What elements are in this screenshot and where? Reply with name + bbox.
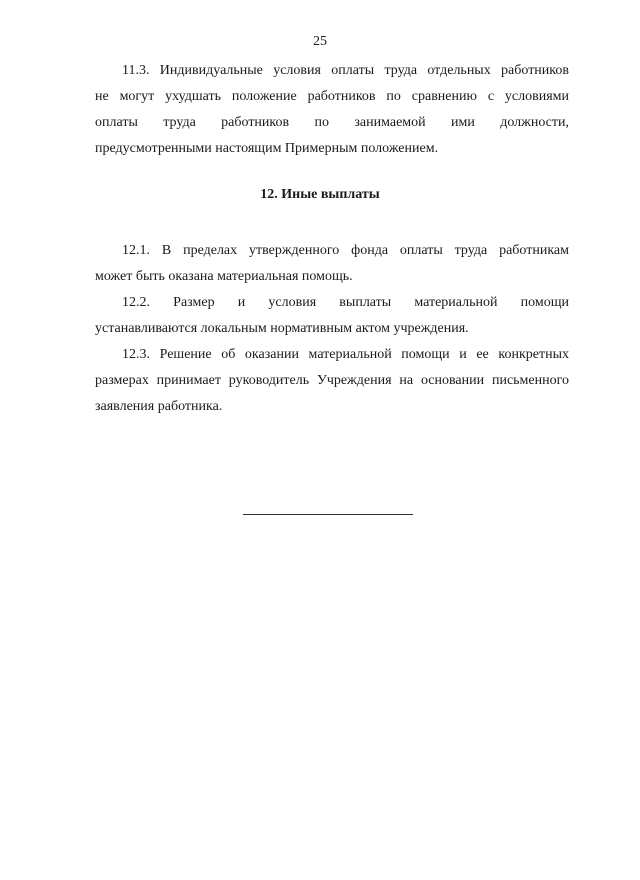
paragraph-line: предусмотренными настоящим Примерным положением.: [95, 141, 439, 156]
paragraph-12-1: [95, 238, 569, 290]
paragraph-line: 11.3. Индивидуальные условия оплаты труда отдельных работников: [122, 63, 569, 78]
paragraph-line: заявления работника.: [95, 399, 223, 414]
paragraph-text: [95, 58, 569, 162]
paragraph-line: не могут ухудшать положение работников по сравнению с условиями: [95, 89, 569, 104]
paragraph-text: [95, 238, 569, 290]
paragraph-line: 12.1. В пределах утвержденного фонда оплаты труда работникам: [122, 243, 569, 258]
paragraph-12-2: [95, 290, 569, 342]
paragraph-text: [95, 290, 569, 342]
paragraph-line: устанавливаются локальным нормативным актом учреждения.: [95, 321, 469, 336]
paragraph-line: 12.2. Размер и условия выплаты материальной помощи: [122, 295, 569, 310]
paragraph-text: [95, 342, 569, 420]
paragraph-12-3: [95, 342, 569, 420]
end-of-document-rule: [243, 514, 413, 515]
paragraph-line: размерах принимает руководитель Учреждения на основании письменного: [95, 373, 569, 388]
paragraph-line: 12.3. Решение об оказании материальной помощи и ее конкретных: [122, 347, 569, 362]
paragraph-11-3: [95, 58, 569, 162]
page-number: 25: [313, 34, 327, 49]
paragraph-line: может быть оказана материальная помощь.: [95, 269, 353, 284]
section-heading: 12. Иные выплаты: [260, 187, 380, 202]
paragraph-line: оплаты труда работников по занимаемой ими должности,: [95, 115, 569, 130]
